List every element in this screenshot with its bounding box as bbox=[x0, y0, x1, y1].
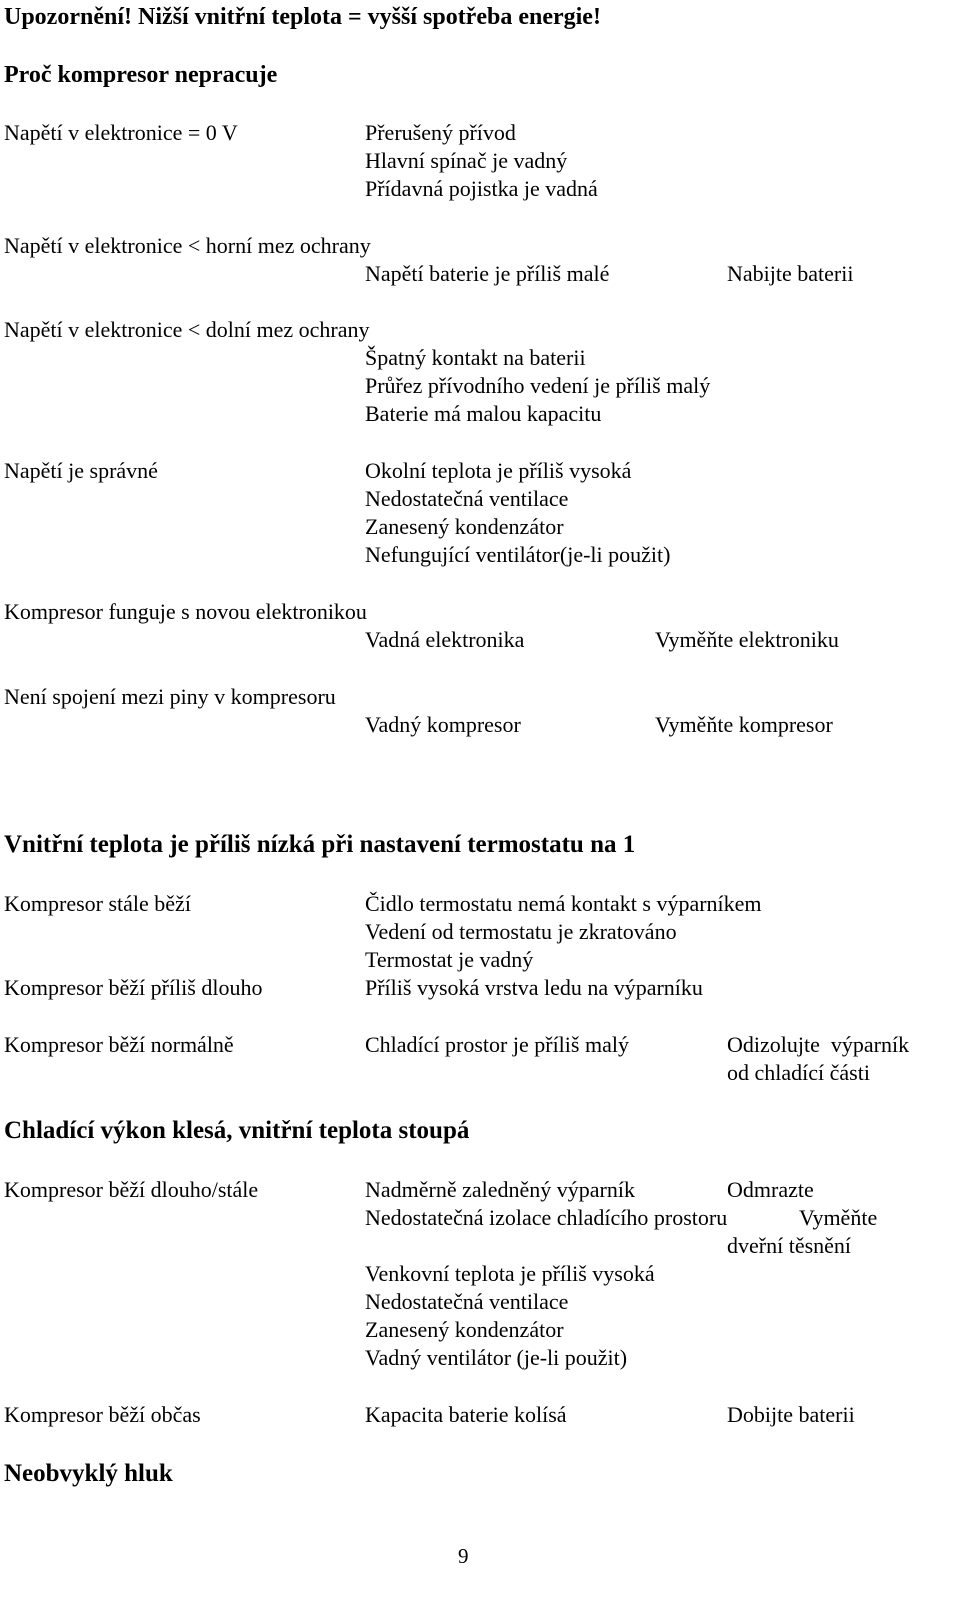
reason: Nedostatečná ventilace bbox=[365, 1289, 569, 1314]
section-title-cooling-drops: Chladící výkon klesá, vnitřní teplota stoupá bbox=[4, 1117, 470, 1144]
cause-voltage-zero: Napětí v elektronice = 0 V bbox=[4, 120, 238, 145]
cause-running-too-long: Kompresor běží příliš dlouho bbox=[4, 975, 263, 1000]
reason: Venkovní teplota je příliš vysoká bbox=[365, 1261, 655, 1286]
reason: Nedostatečná ventilace bbox=[365, 486, 569, 511]
reason: Příliš vysoká vrstva ledu na výparníku bbox=[365, 975, 703, 1000]
remedy: Vyměňte elektroniku bbox=[655, 627, 839, 652]
remedy-continued: od chladící části bbox=[727, 1060, 870, 1085]
cause-always-running: Kompresor stále běží bbox=[4, 891, 191, 916]
section-title-temp-too-low: Vnitřní teplota je příliš nízká při nastavení termostatu na 1 bbox=[4, 831, 636, 858]
reason: Nefungující ventilátor(je-li použit) bbox=[365, 542, 671, 567]
reason: Baterie má malou kapacitu bbox=[365, 401, 602, 426]
reason: Čidlo termostatu nemá kontakt s výparníkem bbox=[365, 891, 762, 916]
reason: Chladící prostor je příliš malý bbox=[365, 1032, 629, 1057]
reason: Špatný kontakt na baterii bbox=[365, 345, 586, 370]
reason: Okolní teplota je příliš vysoká bbox=[365, 458, 632, 483]
remedy: Vyměňte kompresor bbox=[655, 712, 833, 737]
remedy-continued: dveřní těsnění bbox=[727, 1233, 852, 1258]
reason: Hlavní spínač je vadný bbox=[365, 148, 568, 173]
remedy: Odizolujte výparník bbox=[727, 1032, 910, 1057]
section-title-compressor-not-working: Proč kompresor nepracuje bbox=[4, 62, 278, 88]
reason: Zanesený kondenzátor bbox=[365, 1317, 564, 1342]
remedy: Odmrazte bbox=[727, 1177, 814, 1202]
cause-lower-limit: Napětí v elektronice < dolní mez ochrany bbox=[4, 317, 370, 342]
section-title-unusual-noise: Neobvyklý hluk bbox=[4, 1460, 173, 1487]
remedy: Vyměňte bbox=[799, 1205, 878, 1230]
cause-no-pin-connection: Není spojení mezi piny v kompresoru bbox=[4, 684, 336, 709]
cause-new-electronics: Kompresor funguje s novou elektronikou bbox=[4, 599, 367, 624]
reason: Zanesený kondenzátor bbox=[365, 514, 564, 539]
reason: Vedení od termostatu je zkratováno bbox=[365, 919, 677, 944]
reason: Nadměrně zaledněný výparník bbox=[365, 1177, 635, 1202]
reason: Průřez přívodního vedení je příliš malý bbox=[365, 373, 711, 398]
reason: Vadný kompresor bbox=[365, 712, 521, 737]
remedy: Nabijte baterii bbox=[727, 261, 854, 286]
reason: Termostat je vadný bbox=[365, 947, 534, 972]
cause-voltage-correct: Napětí je správné bbox=[4, 458, 158, 483]
reason: Přerušený přívod bbox=[365, 120, 516, 145]
reason: Napětí baterie je příliš malé bbox=[365, 261, 610, 286]
cause-running-sometimes: Kompresor běží občas bbox=[4, 1402, 201, 1427]
cause-running-normally: Kompresor běží normálně bbox=[4, 1032, 234, 1057]
warning-heading: Upozornění! Nižší vnitřní teplota = vyšší spotřeba energie! bbox=[4, 4, 601, 30]
reason: Přídavná pojistka je vadná bbox=[365, 176, 598, 201]
reason: Kapacita baterie kolísá bbox=[365, 1402, 567, 1427]
reason: Vadný ventilátor (je-li použit) bbox=[365, 1345, 628, 1370]
reason: Vadná elektronika bbox=[365, 627, 525, 652]
remedy: Dobijte baterii bbox=[727, 1402, 855, 1427]
page-number: 9 bbox=[458, 1544, 469, 1568]
cause-upper-limit: Napětí v elektronice < horní mez ochrany bbox=[4, 233, 371, 258]
cause-running-long-always: Kompresor běží dlouho/stále bbox=[4, 1177, 259, 1202]
reason: Nedostatečná izolace chladícího prostoru bbox=[365, 1205, 728, 1230]
